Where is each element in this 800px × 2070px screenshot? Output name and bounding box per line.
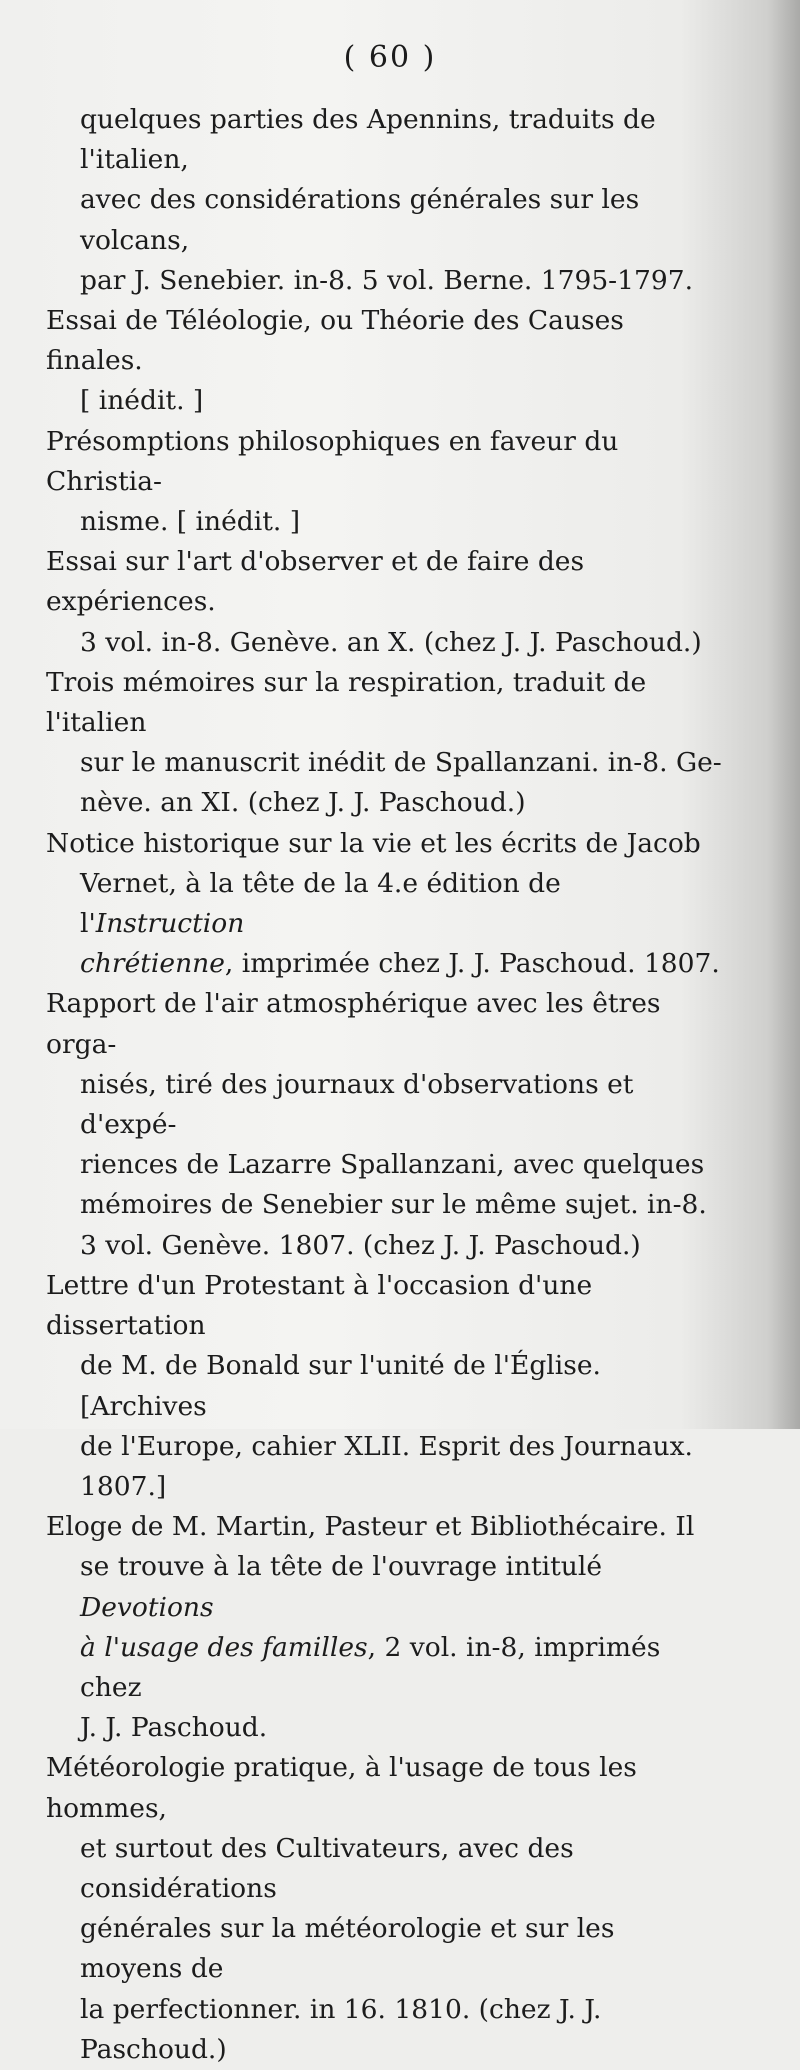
bibliography-entry [46, 1266, 722, 1507]
text-run: Notice historique sur la vie et les écrits de Jacob [46, 827, 701, 859]
text-line [46, 301, 722, 381]
text-line [80, 1145, 722, 1185]
text-run: Essai de Téléologie, ou Théorie des Causes finales. [46, 305, 624, 377]
bibliography-entry [46, 542, 722, 663]
text-line [46, 1507, 722, 1547]
bibliography-text [46, 100, 722, 2070]
text-run: se trouve à la tête de l'ouvrage intitulé [80, 1551, 603, 1583]
text-line [80, 1346, 722, 1426]
text-line [80, 502, 722, 542]
italic-title: Instruction [95, 908, 245, 940]
text-run: Trois mémoires sur la respiration, traduit de l'italien [46, 666, 647, 739]
text-line [80, 743, 722, 783]
text-line: avec des considérations générales sur les volcans, [80, 184, 640, 256]
text-run: J. J. Paschoud. [80, 1712, 268, 1744]
text-run: Essai sur l'art d'observer et de faire des expériences. [46, 546, 585, 618]
bibliography-entry [46, 984, 722, 1265]
text-run: sur le manuscrit inédit de Spallanzani. in-8. Ge- [80, 747, 722, 779]
text-line [80, 1628, 722, 1708]
text-run: [ inédit. ] [80, 385, 204, 417]
text-line [46, 542, 722, 622]
text-run: nève. an XI. (chez J. J. Paschoud.) [80, 787, 526, 819]
text-run: nisés, tiré des journaux d'observations et d'expé- [80, 1068, 634, 1141]
text-run: et surtout des Cultivateurs, avec des considérations [80, 1832, 574, 1904]
text-line [80, 1065, 722, 1145]
text-line [80, 381, 722, 421]
text-run: mémoires de Senebier sur le même sujet. in-8. [80, 1189, 707, 1221]
bibliography-entry [46, 824, 722, 985]
text-line [80, 1829, 722, 1909]
text-line [46, 422, 722, 502]
text-run: 1807.] [80, 1470, 167, 1502]
bibliography-entry [46, 301, 722, 422]
entry-list [46, 301, 722, 2070]
text-line [46, 824, 722, 864]
text-run: Vernet, à la tête de la 4.e édition de l' [80, 867, 561, 940]
text-run: générales sur la météorologie et sur les moyens de [80, 1913, 615, 1985]
text-line [80, 1990, 722, 2070]
text-line: par J. Senebier. in-8. 5 vol. Berne. 1795-1797. [80, 264, 693, 296]
text-line [46, 1748, 722, 1828]
text-line [80, 1708, 722, 1748]
text-run: de M. de Bonald sur l'unité de l'Église. [Archives [80, 1350, 601, 1422]
page-number: ( 60 ) [343, 40, 437, 75]
text-run: Eloge de M. Martin, Pasteur et Bibliothécaire. Il [46, 1511, 695, 1543]
text-line [80, 1467, 722, 1507]
bibliography-entry [46, 422, 722, 543]
text-line [80, 623, 722, 663]
text-line: quelques parties des Apennins, traduits de l'italien, [80, 104, 656, 176]
text-line [46, 663, 722, 743]
text-run: , 2 vol. in-8, imprimés chez [80, 1631, 661, 1703]
text-line [80, 1909, 722, 1989]
text-run: Météorologie pratique, à l'usage de tous les hommes, [46, 1752, 637, 1824]
text-run: , imprimée chez J. J. Paschoud. 1807. [224, 948, 720, 980]
italic-title: à l'usage des familles [80, 1631, 368, 1663]
italic-title: chrétienne [80, 948, 225, 980]
text-run: Rapport de l'air atmosphérique avec les êtres orga- [46, 988, 661, 1060]
text-line [80, 1226, 722, 1266]
text-run: de l'Europe, cahier XLII. Esprit des Journaux. [80, 1430, 693, 1462]
text-line [80, 783, 722, 823]
text-run: Lettre d'un Protestant à l'occasion d'une dissertation [46, 1269, 593, 1342]
text-line [46, 984, 722, 1064]
bibliography-entry [46, 1507, 722, 1748]
text-run: riences de Lazarre Spallanzani, avec quelques [80, 1149, 705, 1181]
bibliography-entry [46, 1748, 722, 2070]
bibliography-entry [46, 663, 722, 824]
continued-entry [46, 100, 722, 301]
text-run: nisme. [ inédit. ] [80, 506, 301, 538]
text-line [80, 1185, 722, 1225]
text-line [80, 944, 722, 984]
italic-title: Devotions [80, 1591, 214, 1623]
text-line [80, 1547, 722, 1627]
text-line [80, 1427, 722, 1467]
text-run: Présomptions philosophiques en faveur du Christia- [46, 425, 619, 497]
text-line [80, 864, 722, 944]
text-run: 3 vol. in-8. Genève. an X. (chez J. J. Paschoud.) [80, 626, 702, 658]
text-run: la perfectionner. in 16. 1810. (chez J. J. Paschoud.) [80, 1993, 602, 2065]
text-run: 3 vol. Genève. 1807. (chez J. J. Paschoud.) [80, 1229, 641, 1261]
text-line [46, 1266, 722, 1346]
